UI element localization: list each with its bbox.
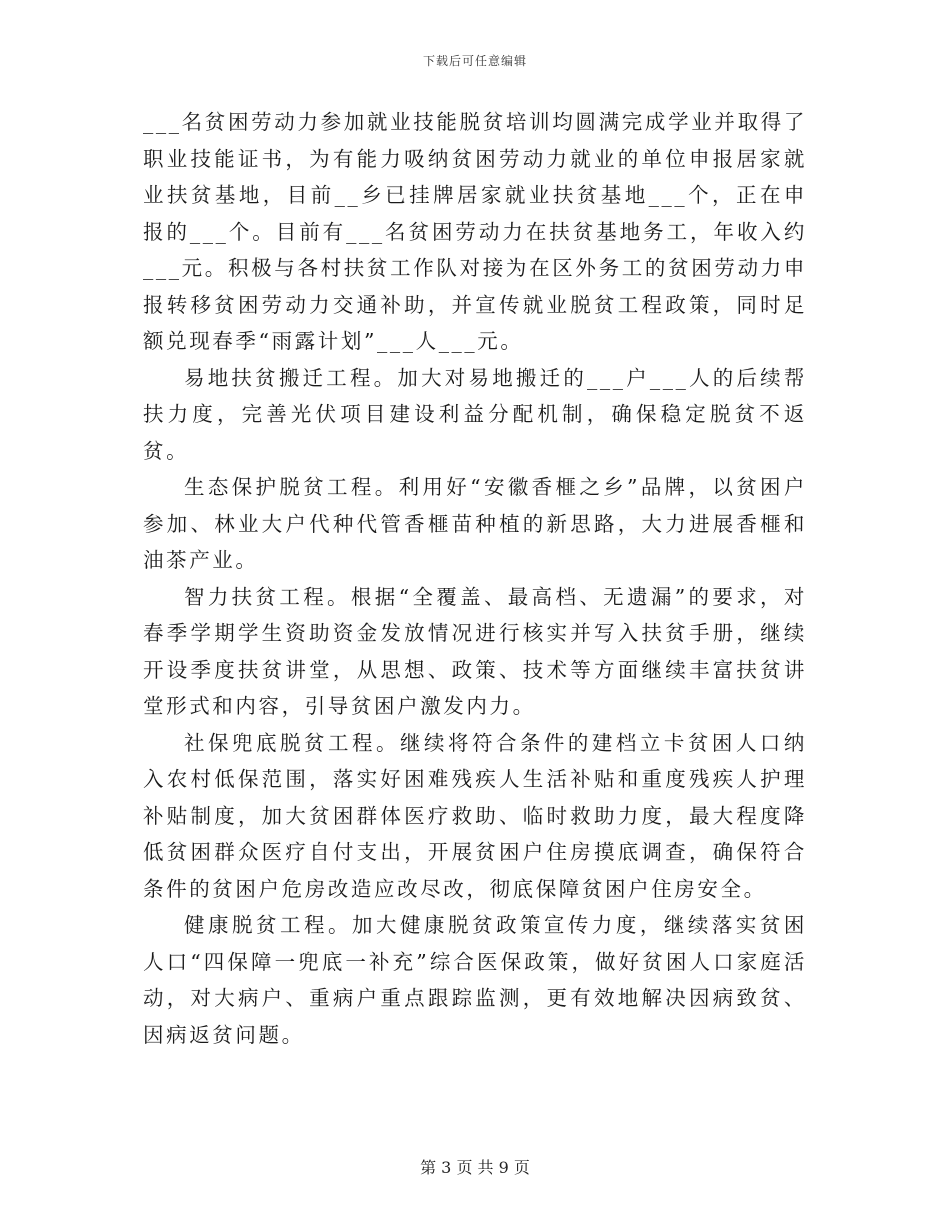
page-number: 第 3 页 共 9 页 <box>420 1158 530 1177</box>
paragraph-education: 智力扶贫工程。根据“全覆盖、最高档、无遗漏”的要求，对春季学期学生资助资金发放情况进行核实并写入扶贫手册，继续开设季度扶贫讲堂，从思想、政策、技术等方面继续丰富扶贫讲堂形式和内容，引导贫困户激发内力。 <box>143 584 807 718</box>
paragraph-relocation: 易地扶贫搬迁工程。加大对易地搬迁的___户___人的后续帮扶力度，完善光伏项目建设利益分配机制，确保稳定脱贫不返贫。 <box>143 365 807 463</box>
paragraph-ecology: 生态保护脱贫工程。利用好“安徽香榧之乡”品牌，以贫困户参加、林业大户代种代管香榧苗种植的新思路，大力进展香榧和油茶产业。 <box>143 475 807 572</box>
page-header: 下载后可任意编辑 <box>422 54 527 68</box>
paragraph-social-security: 社保兜底脱贫工程。继续将符合条件的建档立卡贫困人口纳入农村低保范围，落实好困难残疾人生活补贴和重度残疾人护理补贴制度，加大贫困群体医疗救助、临时救助力度，最大程度降低贫困群众医疗自付支出，开展贫困户住房摸底调查，确保符合条件的贫困户危房改造应改尽改，彻底保障贫困户住房安全。 <box>143 730 807 901</box>
paragraph-employment-continued: ___名贫困劳动力参加就业技能脱贫培训均圆满完成学业并取得了职业技能证书，为有能力吸纳贫困劳动力就业的单位申报居家就业扶贫基地，目前__乡已挂牌居家就业扶贫基地___个，正在申报的___个。目前有___名贫困劳动力在扶贫基地务工，年收入约___元。积极与各村扶贫工作队对接为在区外务工的贫困劳动力申报转移贫困劳动力交通补助，并宣传就业脱贫工程政策，同时足额兑现春季“雨露计划”___人___元。 <box>143 110 807 353</box>
paragraph-health: 健康脱贫工程。加大健康脱贫政策宣传力度，继续落实贫困人口“四保障一兜底一补充”综合医保政策，做好贫困人口家庭活动，对大病户、重病户重点跟踪监测，更有效地解决因病致贫、因病返贫问题。 <box>143 913 807 1047</box>
document-body <box>143 104 807 1053</box>
